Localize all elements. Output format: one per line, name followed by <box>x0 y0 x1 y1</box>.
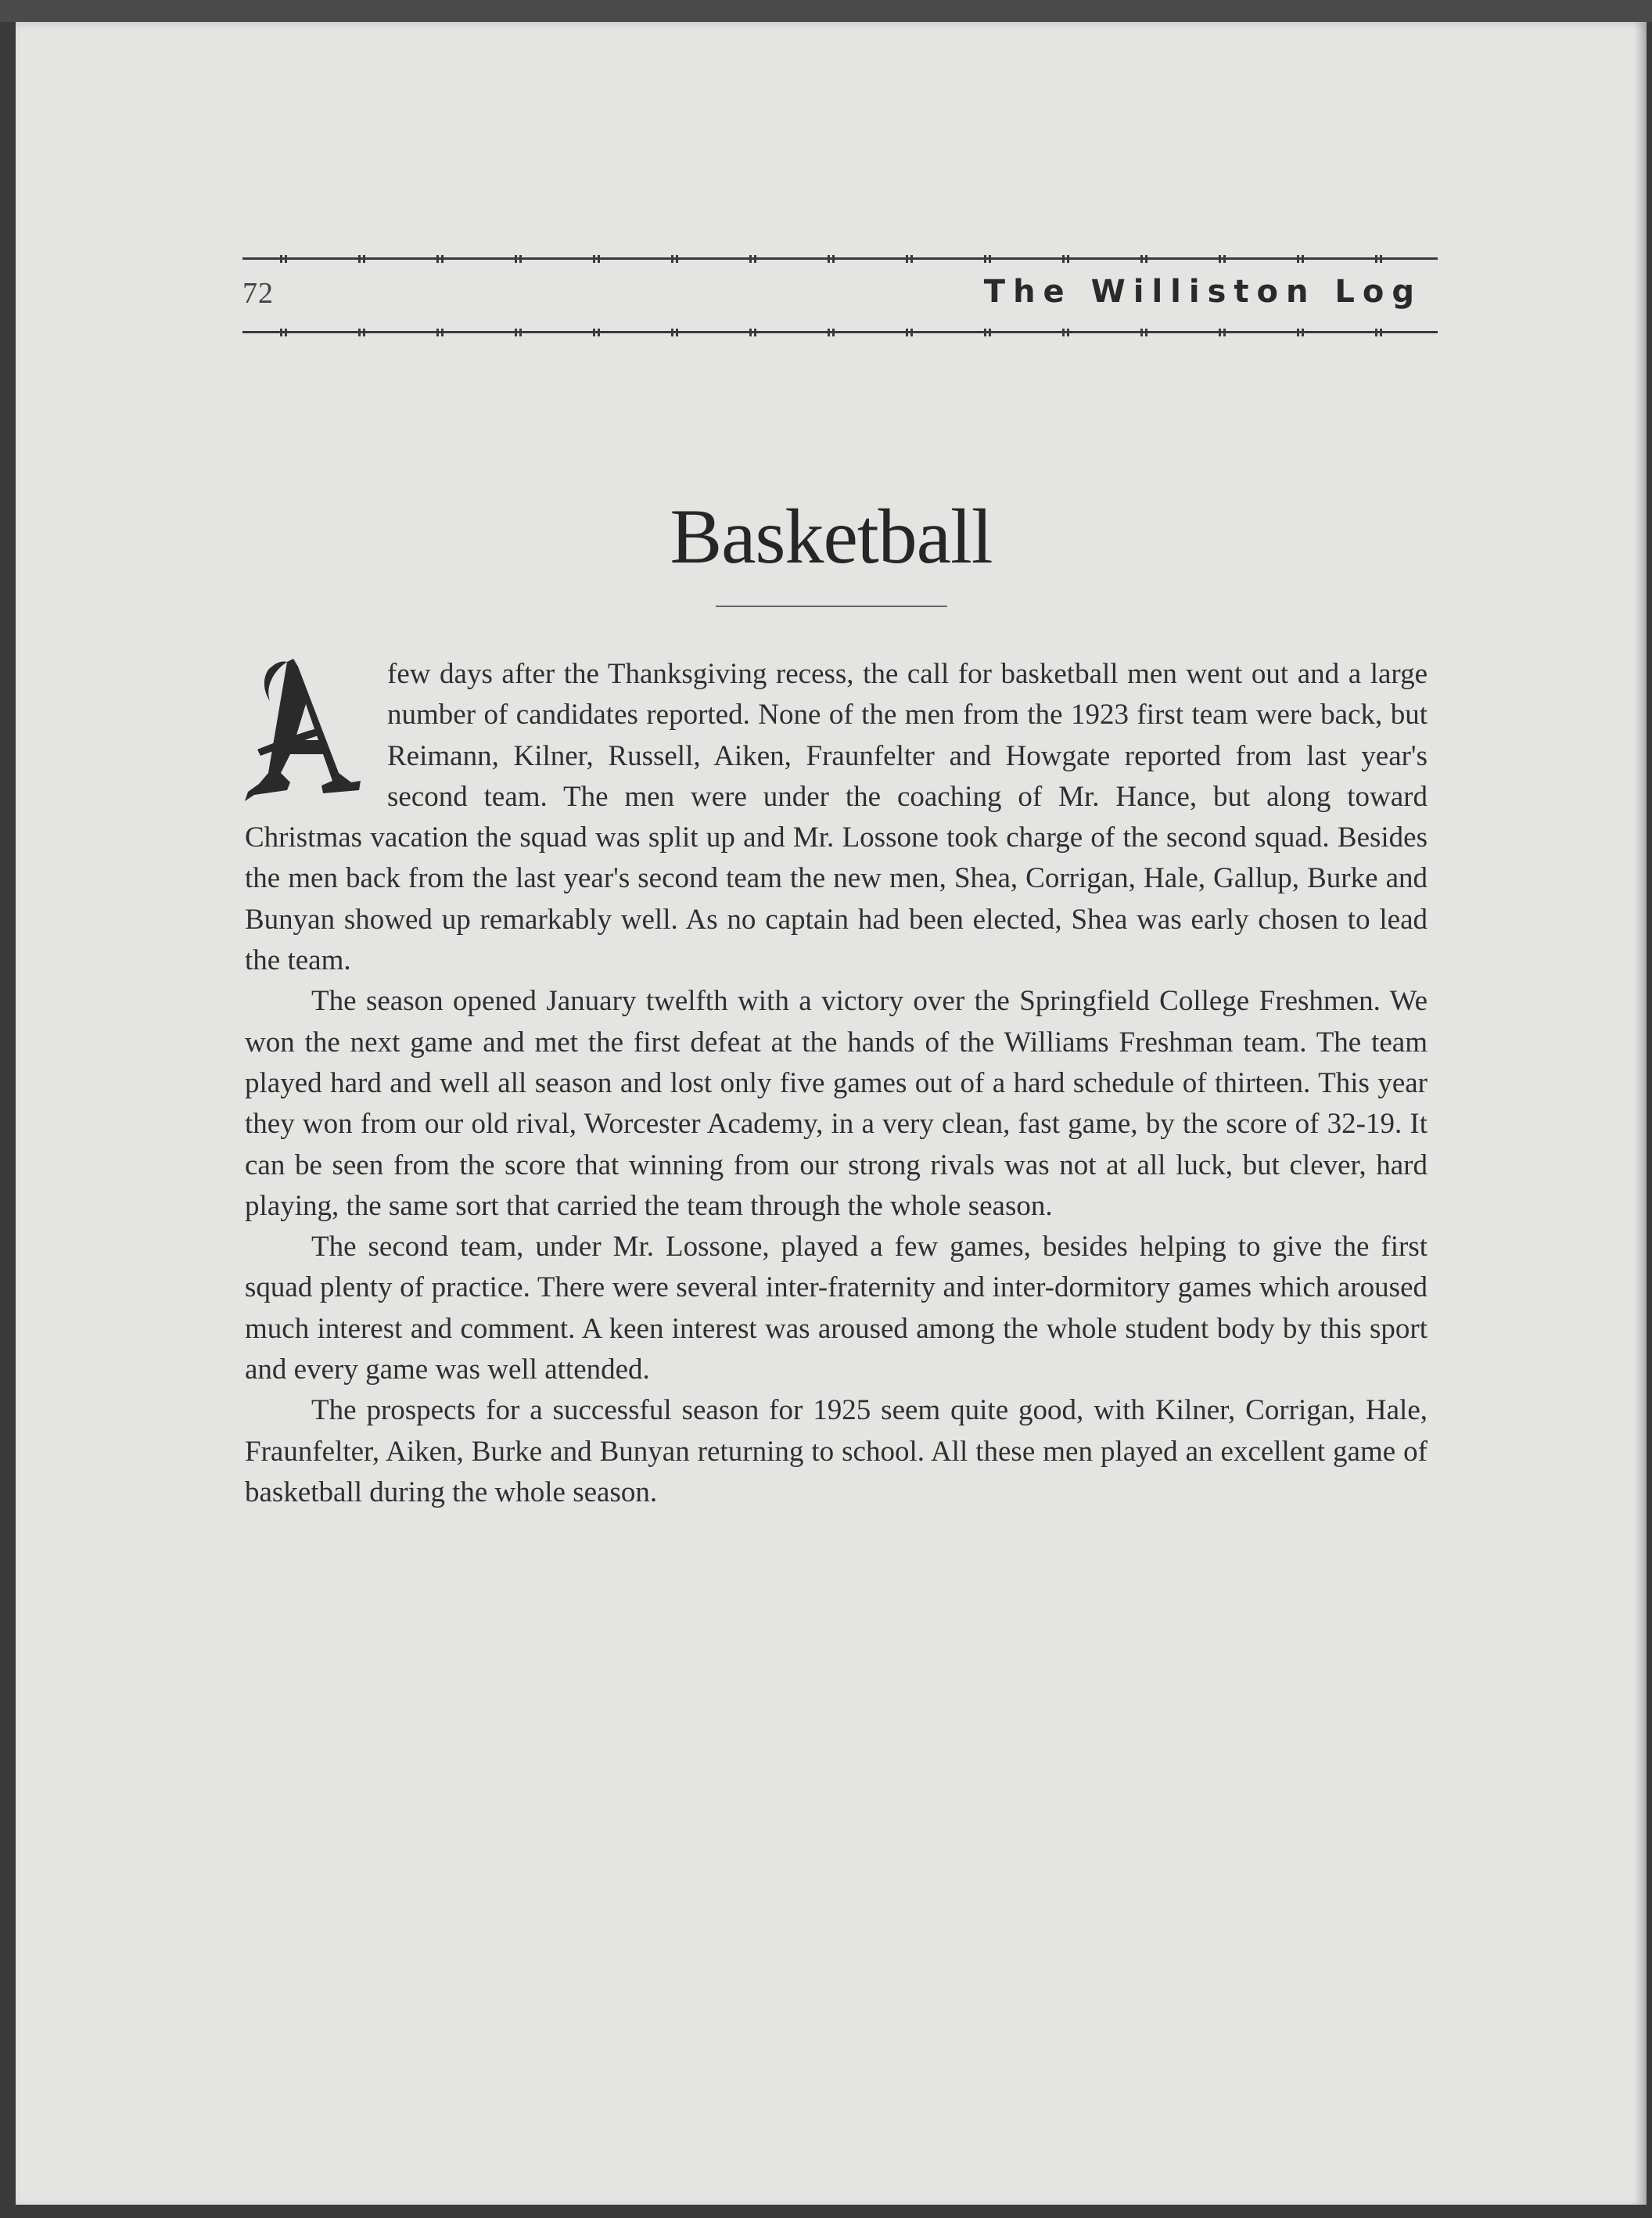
drop-cap <box>242 656 379 804</box>
page-binding-shadow <box>1634 22 1647 2205</box>
paragraph-1 <box>245 654 1428 981</box>
paragraph-3: The second team, under Mr. Lossone, played a few games, besides helping to give the first squad plenty of practice. There were several inter-fraternity and inter-dormitory games which aroused much interest and comment. A keen interest was aroused among the whole student body by this sport and every game was well attended. <box>245 1231 1428 1386</box>
title-underline <box>716 606 947 607</box>
article-body <box>245 654 1428 1513</box>
paragraph-1-text: few days after the Thanksgiving recess, the call for basketball men went out and a large number of candidates reported. None of the men from the 1923 first team were back, but Reimann, Kilner, Russell, Aiken, Fraunfelter and Howgate reported from last year's second team. The men were under the coaching of Mr. Hance, but along toward Christmas vacation the squad was split up and Mr. Lossone took charge of the second squad. Besides the men back from the last year's second team the new men, Shea, Corrigan, Hale, Gallup, Burke and Bunyan showed up remarkably well. As no captain had been elected, Shea was early chosen to lead the team. <box>245 658 1428 977</box>
running-title: The Williston Log <box>983 274 1422 310</box>
scan-top-edge <box>0 0 1652 22</box>
document-page <box>16 22 1647 2205</box>
article-title: Basketball <box>670 493 993 580</box>
paragraph-4: The prospects for a successful season for 1925 seem quite good, with Kilner, Corrigan, Hale, Fraunfelter, Aiken, Burke and Bunyan returning to school. All these men played an excellent game of basketball during the whole season. <box>245 1394 1428 1508</box>
page-number: 72 <box>242 277 274 310</box>
header-ornamental-rule-top <box>242 255 1438 263</box>
header-ornamental-rule-bottom <box>242 329 1438 336</box>
drop-cap-a-glyph <box>242 656 379 804</box>
paragraph-2: The season opened January twelfth with a victory over the Springfield College Freshmen. We won the next game and met the first defeat at the hands of the Williams Freshman team. The team played hard and well all season and lost only five games out of a hard schedule of thirteen. This year they won from our old rival, Worcester Academy, in a very clean, fast game, by the score of 32-19. It can be seen from the score that winning from our strong rivals was not at all luck, but clever, hard playing, the same sort that carried the team through the whole season. <box>245 985 1428 1222</box>
